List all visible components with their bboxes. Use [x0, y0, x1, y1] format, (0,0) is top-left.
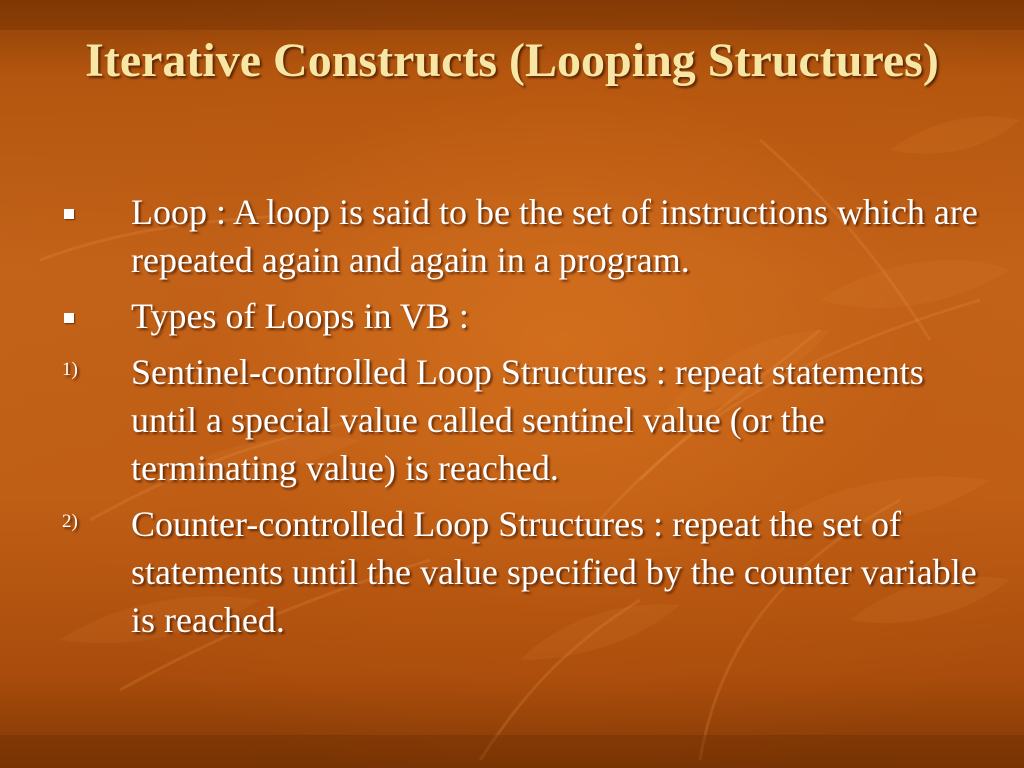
square-bullet-icon [64, 209, 74, 219]
list-item-text: Loop : A loop is said to be the set of instructions which are repeated again and again in a program. [131, 192, 978, 280]
list-item-text: Types of Loops in VB : [131, 296, 469, 336]
list-item-text: Counter-controlled Loop Structures : repeat the set of statements until the value specified by the counter variable is reached. [131, 504, 977, 640]
list-item-number: 1) [62, 359, 78, 380]
list-item [54, 348, 989, 492]
list-item-number: 2) [62, 511, 78, 532]
bullet-list [54, 188, 989, 652]
list-item [54, 500, 989, 644]
list-item [54, 292, 989, 340]
square-bullet-icon [64, 313, 74, 323]
list-item-text: Sentinel-controlled Loop Structures : repeat statements until a special value called sentinel value (or the terminating value) is reached. [131, 352, 924, 488]
slide-title: Iterative Constructs (Looping Structures) [85, 34, 939, 87]
list-item [54, 188, 989, 284]
